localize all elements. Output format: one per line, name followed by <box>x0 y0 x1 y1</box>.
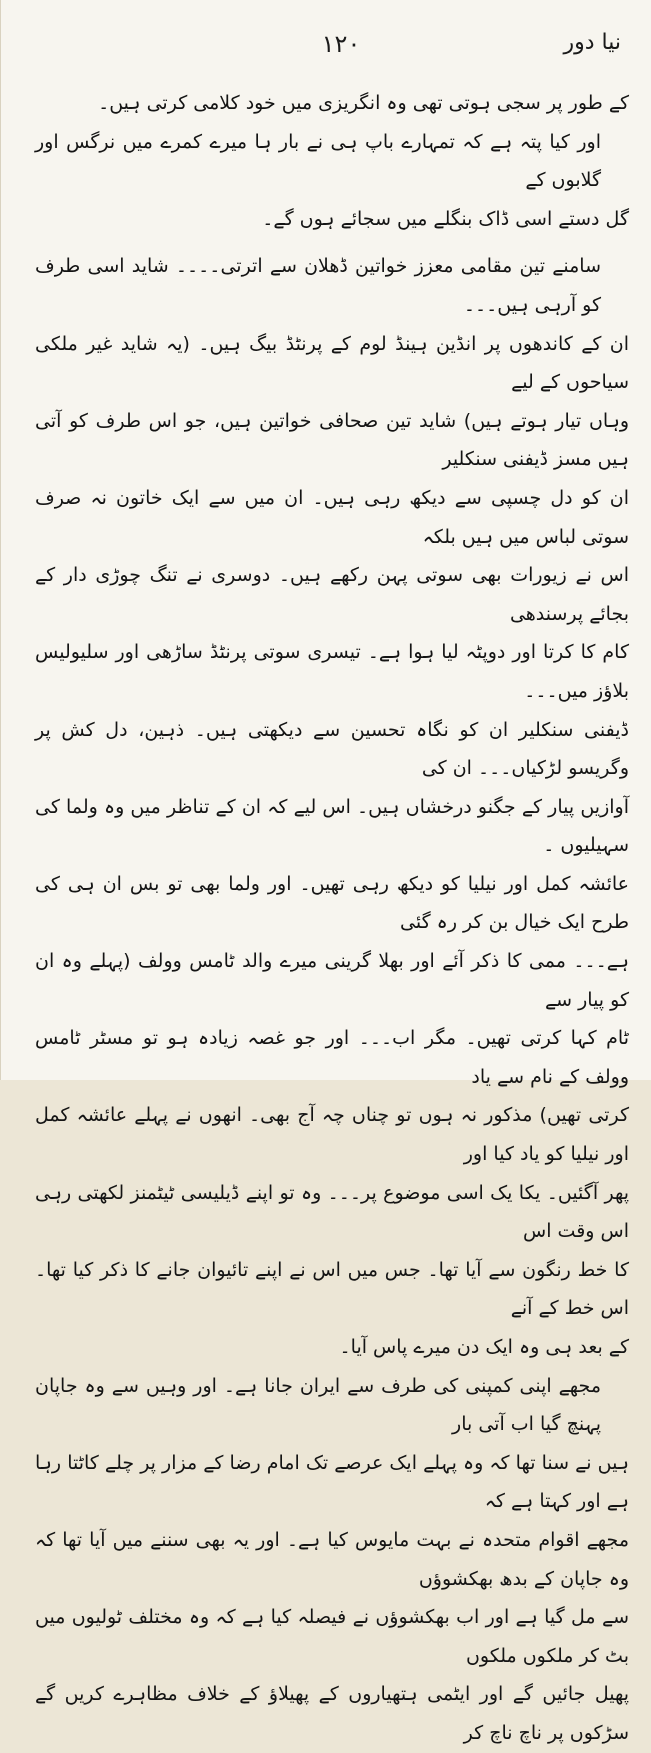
text-line: سامنے تین مقامی معزز خواتین ڈھلان سے اترتی۔۔۔۔ شاید اسی طرف کو آرہی ہیں۔۔۔ <box>35 255 601 316</box>
page-number: ۱۲۰ <box>321 30 361 58</box>
text-line: ٹام کہا کرتی تھیں۔ مگر اب۔۔۔ اور جو غصہ زیادہ ہو تو مسٹر ٹامس وولف کے نام سے یاد <box>35 1027 629 1088</box>
text-line: پھیل جائیں گے اور ایٹمی ہتھیاروں کے پھیلاؤ کے خلاف مظاہرے کریں گے سڑکوں پر ناچ ناچ کر <box>35 1683 629 1744</box>
text-line: پھر آگئیں۔ یکا یک اسی موضوع پر۔۔۔ وہ تو اپنے ڈیلیسی ٹیٹمنز لکھتی رہی اس وقت اس <box>35 1181 629 1243</box>
text-line: اس نے زیورات بھی سوتی پہن رکھے ہیں۔ دوسری نے تنگ چوڑی دار کے بجائے پرسندھی <box>35 564 629 625</box>
text-line: گل دستے اسی ڈاک بنگلے میں سجائے ہوں گے۔ <box>262 207 629 230</box>
text-line: ان کو دل چسپی سے دیکھ رہی ہیں۔ ان میں سے ایک خاتون نہ صرف سوتی لباس میں ہیں بلکہ <box>35 486 629 548</box>
text-line: ان کے کاندھوں پر انڈین ہینڈ لوم کے پرنٹڈ بیگ ہیں۔ (یہ شاید غیر ملکی سیاحوں کے لیے <box>35 332 629 394</box>
text-line: کے بعد ہی وہ ایک دن میرے پاس آیا۔ <box>339 1336 629 1358</box>
paragraph <box>35 123 629 239</box>
text-line: اور کیا پتہ ہے کہ تمہارے باپ ہی نے بار ہا میرے کمرے میں نرگس اور گلابوں کے <box>35 130 601 192</box>
text-line: وہاں تیار ہوتے ہیں) شاید تین صحافی خواتین ہیں، جو اس طرف کو آتی ہیں مسز ڈیفنی سنکلیر <box>35 409 629 471</box>
journal-name: نیا دور <box>563 30 621 55</box>
page-header <box>61 22 621 82</box>
text-line: کے طور پر سجی ہوتی تھی وہ انگریزی میں خود کلامی کرتی ہیں۔ <box>98 92 629 114</box>
paragraph <box>35 1367 629 1753</box>
text-line: سے مل گیا ہے اور اب بھکشوؤں نے فیصلہ کیا ہے کہ وہ مختلف ٹولیوں میں بٹ کر ملکوں ملکوں <box>35 1606 629 1667</box>
paragraph <box>35 247 629 1366</box>
text-line: مجھے اقوام متحدہ نے بہت مایوس کیا ہے۔ اور یہ بھی سننے میں آیا تھا کہ وہ جاپان کے بدھ بھکشوؤں <box>35 1528 629 1590</box>
text-line: مجھے اپنی کمپنی کی طرف سے ایران جانا ہے۔ اور وہیں سے وہ جاپان پہنچ گیا اب آتی بار <box>35 1374 601 1436</box>
text-line: آوازیں پیار کے جگنو درخشاں ہیں۔ اس لیے کہ ان کے تناظر میں وہ ولما کی سہیلیوں ۔ <box>35 795 629 857</box>
text-line: کرتی تھیں) مذکور نہ ہوں تو چناں چہ آج بھی۔ انھوں نے پہلے عائشہ کمل اور نیلیا کو یاد کیا اور <box>35 1104 629 1166</box>
text-line: ہیں نے سنا تھا کہ وہ پہلے ایک عرصے تک امام رضا کے مزار پر چلے کاٹتا رہا ہے اور کہتا ہے کہ <box>35 1451 629 1513</box>
text-line: ہے۔۔۔ ممی کا ذکر آئے اور بھلا گرینی میرے والد ٹامس وولف (پہلے وہ ان کو پیار سے <box>35 950 629 1011</box>
text-line: عائشہ کمل اور نیلیا کو دیکھ رہی تھیں۔ اور ولما بھی تو بس ان ہی کی طرح ایک خیال بن کر رہ گئی <box>35 872 629 934</box>
paragraph <box>35 84 629 123</box>
article-body <box>35 84 629 1753</box>
text-line: کا خط رنگون سے آیا تھا۔ جس میں اس نے اپنے تائیوان جانے کا ذکر کیا تھا۔ اس خط کے آنے <box>35 1258 629 1320</box>
text-line: کام کا کرتا اور دوپٹہ لیا ہوا ہے۔ تیسری سوتی پرنٹڈ ساڑھی اور سلیولیس بلاؤز میں۔۔۔ <box>35 641 629 702</box>
text-line: ڈیفنی سنکلیر ان کو نگاہ تحسین سے دیکھتی ہیں۔ ذہین، دل کش پر وگریسو لڑکیاں۔۔۔ ان کی <box>35 718 629 780</box>
